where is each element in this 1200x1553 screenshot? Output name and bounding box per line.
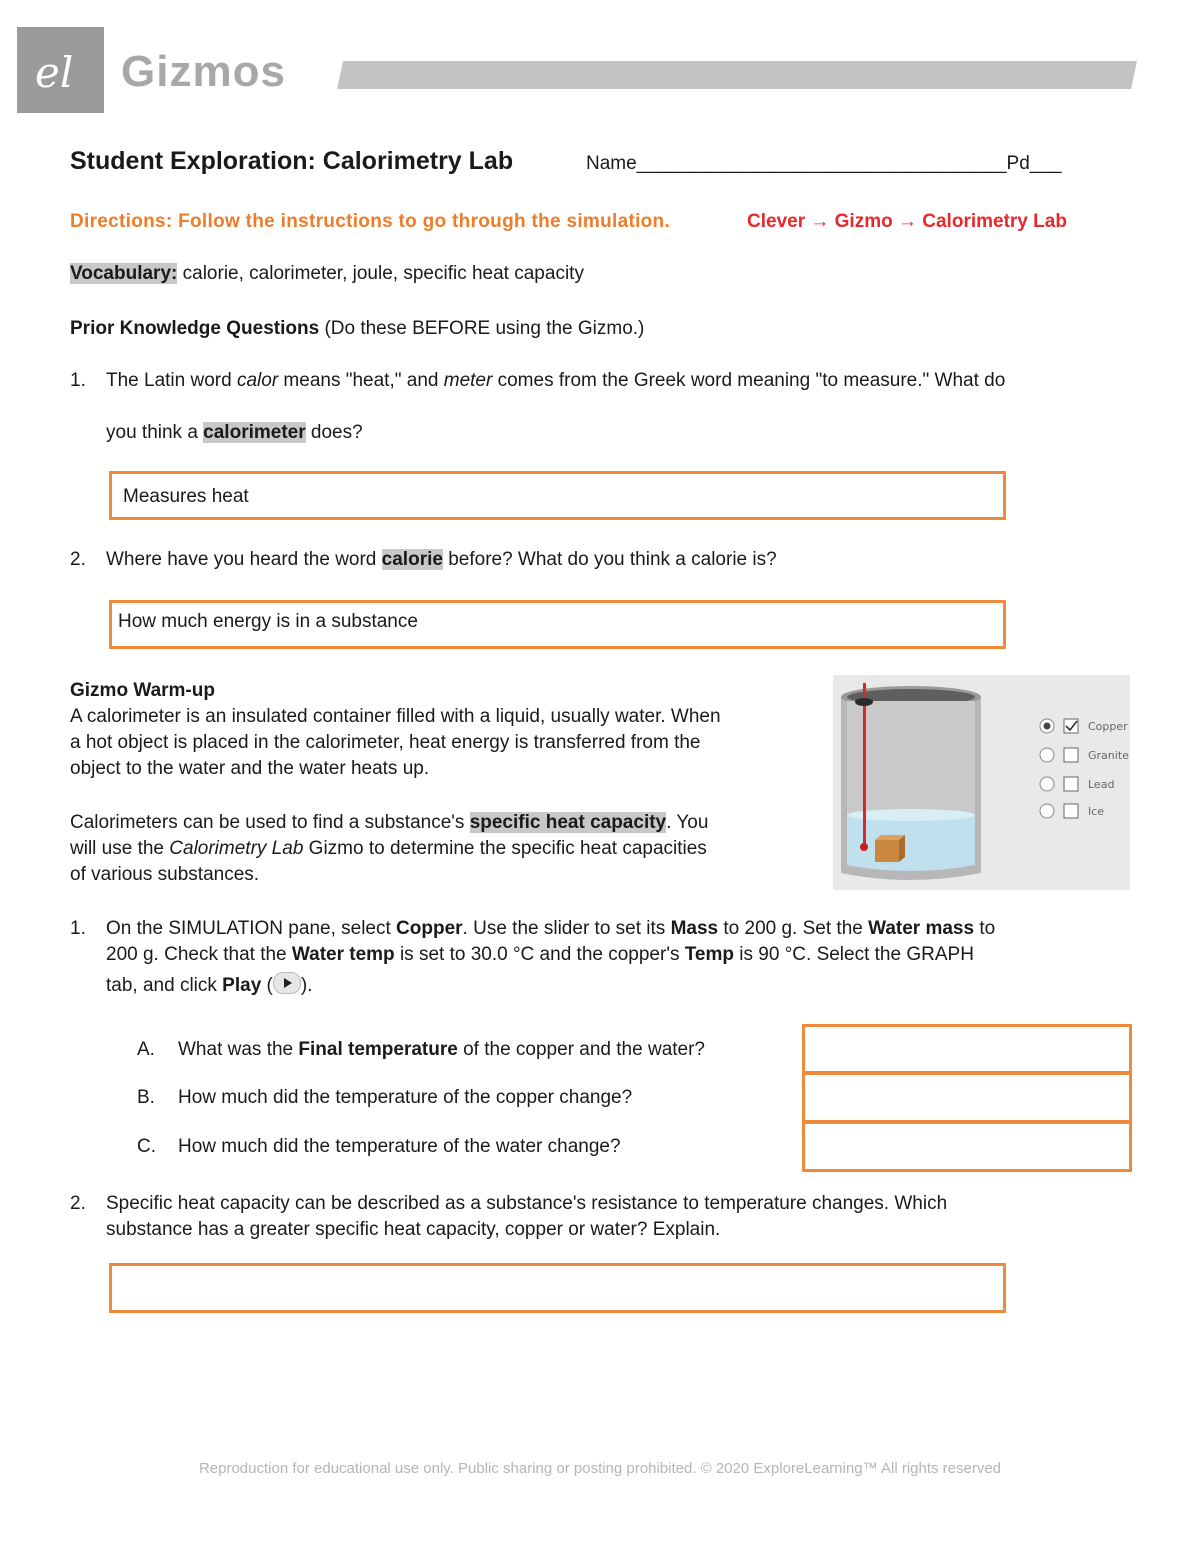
warmup-p1-line1: A calorimeter is an insulated container filled with a liquid, usually water. When xyxy=(70,706,721,727)
pk-q1-number: 1. xyxy=(70,370,86,391)
pk-q2-number: 2. xyxy=(70,549,86,570)
warmup-p2-line1: Calorimeters can be used to find a substance's specific heat capacity. You xyxy=(70,812,709,833)
subq-a-answer-box[interactable] xyxy=(802,1024,1132,1074)
subq-c-letter: C. xyxy=(137,1136,156,1157)
subq-c-answer-box[interactable] xyxy=(802,1121,1132,1172)
svg-text:Lead: Lead xyxy=(1088,778,1115,791)
subq-b-answer-box[interactable] xyxy=(802,1072,1132,1123)
directions-label: Directions: Follow the instructions to go through the simulation. xyxy=(70,211,671,232)
gizmos-logo xyxy=(17,27,104,113)
term-specific-heat-capacity: specific heat capacity xyxy=(469,812,667,833)
prior-knowledge-heading xyxy=(70,316,644,342)
activity-q1-line1: On the SIMULATION pane, select Copper. Use the slider to set its Mass to 200 g. Set the Water mass to xyxy=(106,918,996,939)
term-calorimeter: calorimeter xyxy=(203,422,306,443)
pk-q1-answer: Measures heat xyxy=(123,486,249,507)
prior-knowledge-note: (Do these BEFORE using the Gizmo.) xyxy=(324,318,645,339)
pk-q1-line2: you think a calorimeter does? xyxy=(106,422,363,443)
activity-q2-answer xyxy=(112,1266,1003,1278)
footer-copyright: Reproduction for educational use only. Public sharing or posting prohibited. © 2020 ExploreLearning™ All rights reserved xyxy=(198,1460,1002,1477)
pk-q2-answer: How much energy is in a substance xyxy=(118,611,418,632)
subq-b-text: How much did the temperature of the copper change? xyxy=(178,1087,633,1108)
subq-b-answer xyxy=(805,1075,1129,1087)
warmup-heading: Gizmo Warm-up xyxy=(70,680,215,701)
vocabulary xyxy=(70,261,584,287)
name-field[interactable]: Name___________________________________Pd___ xyxy=(586,153,1062,174)
warmup-p1-line2: a hot object is placed in the calorimeter, heat energy is transferred from the xyxy=(70,732,701,753)
pk-q1-answer-box[interactable] xyxy=(109,471,1006,520)
warmup-p2-line3: of various substances. xyxy=(70,864,260,885)
vocabulary-terms: calorie, calorimeter, joule, specific heat capacity xyxy=(182,263,584,284)
subq-c-text: How much did the temperature of the water change? xyxy=(178,1136,621,1157)
activity-q1-number: 1. xyxy=(70,918,86,939)
svg-text:Copper: Copper xyxy=(1088,720,1128,733)
activity-q2-line2: substance has a greater specific heat capacity, copper or water? Explain. xyxy=(106,1219,721,1240)
subq-a-letter: A. xyxy=(137,1039,155,1060)
svg-text:Granite: Granite xyxy=(1088,749,1129,762)
pk-q1-line1: The Latin word calor means "heat," and meter comes from the Greek word meaning "to measure." What do xyxy=(106,370,1006,391)
pk-q2-text: Where have you heard the word calorie before? What do you think a calorie is? xyxy=(106,549,777,570)
warmup-p2-line2: will use the Calorimetry Lab Gizmo to determine the specific heat capacities xyxy=(70,838,707,859)
header-bar xyxy=(337,61,1137,89)
subq-b-letter: B. xyxy=(137,1087,155,1108)
warmup-p1-line3: object to the water and the water heats up. xyxy=(70,758,430,779)
vocabulary-label: Vocabulary: xyxy=(70,263,178,284)
page-title: Student Exploration: Calorimetry Lab xyxy=(70,147,514,175)
activity-q1-line2: 200 g. Check that the Water temp is set to 30.0 °C and the copper's Temp is 90 °C. Select the GRAPH xyxy=(106,944,974,965)
subq-a-answer xyxy=(805,1027,1129,1039)
prior-knowledge-title: Prior Knowledge Questions xyxy=(70,318,320,339)
directions-path: Clever → Gizmo → Calorimetry Lab xyxy=(747,211,1067,232)
pk-q2-answer-box[interactable] xyxy=(109,600,1006,649)
calorimeter-image xyxy=(833,675,1130,890)
logo-mark: el xyxy=(35,48,74,97)
play-icon xyxy=(273,972,301,994)
calorimeter-illustration xyxy=(833,675,1130,890)
activity-q1-line3: tab, and click Play ( ). xyxy=(106,972,312,999)
subq-a-text: What was the Final temperature of the copper and the water? xyxy=(178,1039,705,1060)
activity-q2-number: 2. xyxy=(70,1193,86,1214)
activity-q2-line1: Specific heat capacity can be described as a substance's resistance to temperature changes. Which xyxy=(106,1193,948,1214)
term-calorie: calorie xyxy=(381,549,443,570)
svg-text:Ice: Ice xyxy=(1088,805,1105,818)
brand-name: Gizmos xyxy=(121,47,286,96)
activity-q2-answer-box[interactable] xyxy=(109,1263,1006,1313)
subq-c-answer xyxy=(805,1124,1129,1136)
explorelearning-logo-icon xyxy=(17,27,104,113)
